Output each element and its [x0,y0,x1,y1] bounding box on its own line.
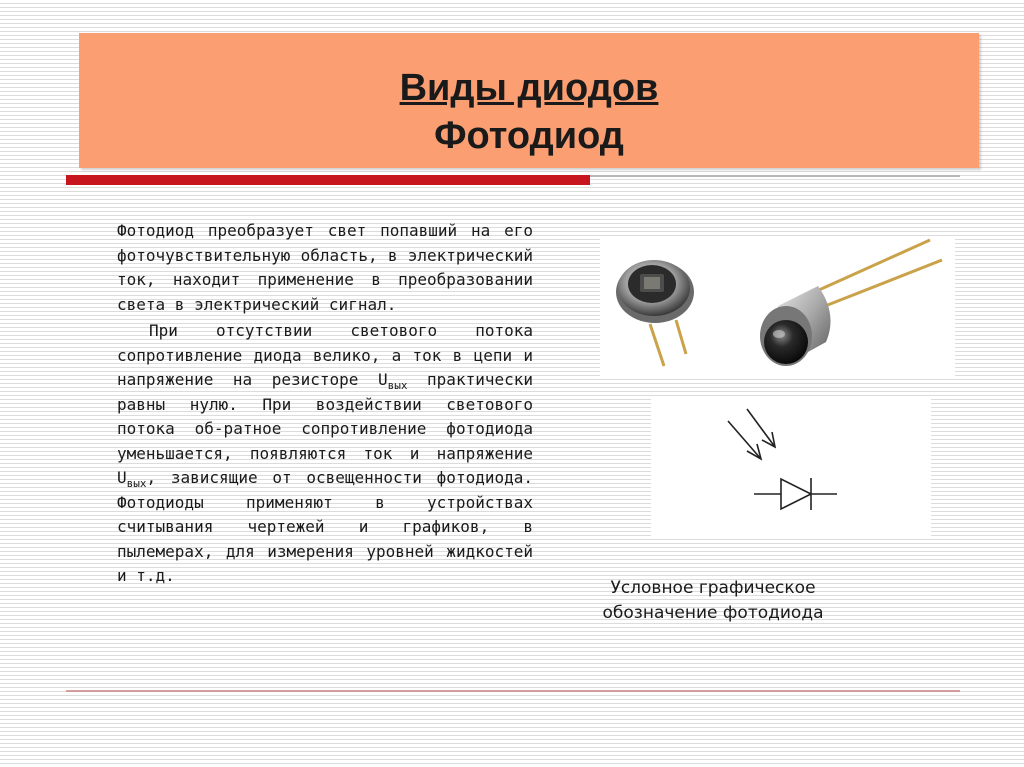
photodiode-photo-icon [600,236,955,376]
photodiode-symbol-panel [651,397,931,539]
title-box [79,33,979,168]
accent-bar [66,175,590,185]
slide-subtitle: Фотодиод [434,115,624,157]
body-text [117,219,533,589]
paragraph-2 [117,319,533,589]
photodiode-symbol-icon [651,397,931,539]
paragraph-2-part-3: , зависящие от освещенности фотодиода. Фотодиоды применяют в устройствах считывания чертежей и графиков, в пылемерах, для измерения уровней жидкостей и т.д. [117,468,533,585]
symbol-caption [575,576,851,626]
paragraph-2-part-1: При отсутствии светового потока сопротивление диода велико, а ток в цепи и напряжение на резисторе U [117,321,533,389]
caption-line-2: обозначение фотодиода [602,603,824,623]
divider-line [590,175,960,177]
bottom-divider [66,690,960,692]
slide-title: Виды диодов [399,67,659,109]
paragraph-2-part-2: практически равны нулю. При воздействии светового потока об-ратное сопротивление фотодиода уменьшается, появляются ток и напряжение U [117,370,534,487]
subscript-vyh: вых [387,379,408,393]
subscript-vyh-2: вых [126,477,147,491]
paragraph-1: Фотодиод преобразует свет попавший на его фоточувствительную область, в электрический ток, находит применение в преобразовании света в электрический сигнал. [117,221,533,314]
caption-line-1: Условное графическое [610,578,816,598]
photodiode-photo [600,236,955,376]
